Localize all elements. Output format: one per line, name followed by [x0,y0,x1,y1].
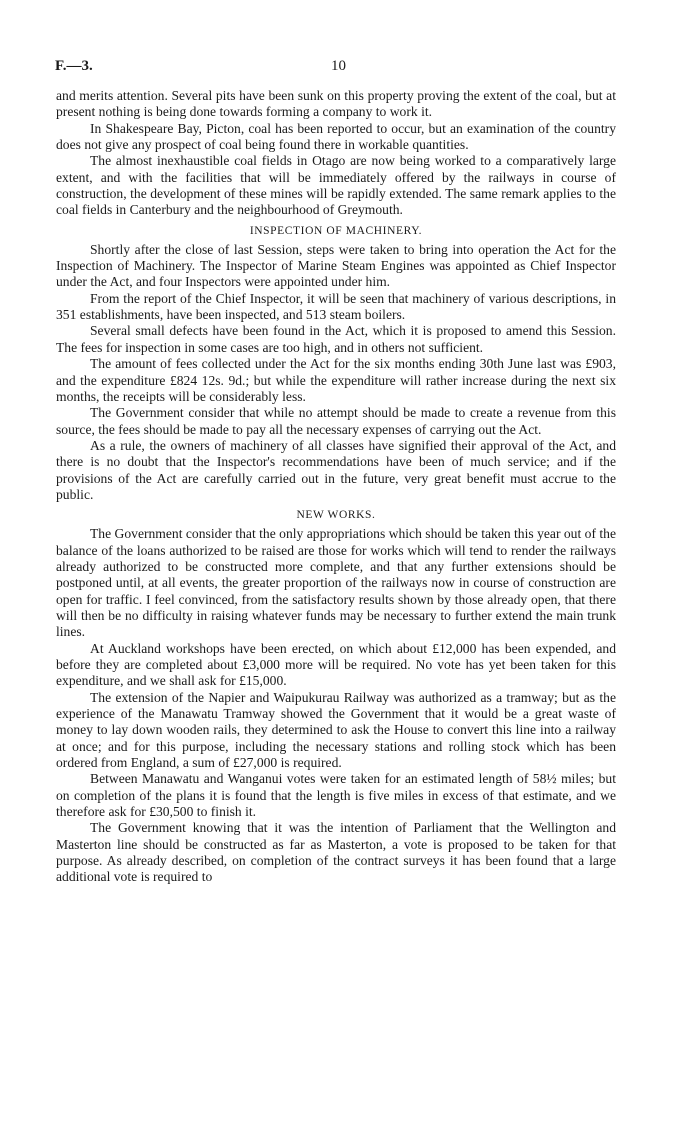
paragraph: The Government knowing that it was the intention of Parliament that the Wellington and Masterton line should be constructed as far as Masterton, a vote is proposed to be taken for that purpose. As already described, on completion of the contract surveys it has been found that a large additional vote is required to [56,820,616,885]
paragraph: and merits attention. Several pits have been sunk on this property proving the extent of the coal, but at present nothing is being done towards forming a company to work it. [56,88,616,120]
paragraph: The amount of fees collected under the Act for the six months ending 30th June last was £903, and the expenditure £824 12s. 9d.; but while the expenditure will rather increase during the next six months, the receipts will be considerably less. [56,356,616,404]
document-reference: F.—3. [55,58,93,74]
paragraph: The extension of the Napier and Waipukurau Railway was authorized as a tramway; but as the experience of the Manawatu Tramway showed the Government that it would be a great waste of money to lay down wooden rails, they determined to ask the House to convert this line into a railway at once; and for this purpose, including the necessary stations and rolling stock which has been ordered from England, a sum of £27,000 is required. [56,689,616,771]
paragraph: The Government consider that while no attempt should be made to create a revenue from this source, the fees should be made to pay all the necessary expenses of carrying out the Act. [56,405,616,437]
page-header [56,58,616,78]
paragraph: From the report of the Chief Inspector, it will be seen that machinery of various descriptions, in 351 establishments, have been inspected, and 513 steam boilers. [56,290,616,323]
document-page [56,58,616,886]
paragraph: The almost inexhaustible coal fields in Otago are now being worked to a comparatively large extent, and with the facilities that will be immediately offered by the railways in course of construction, the development of these mines will be rapidly extended. The same remark applies to the coal fields in Canterbury and the neighbourhood of Greymouth. [56,153,616,218]
section-heading-new-works: NEW WORKS. [296,509,376,522]
paragraph: At Auckland workshops have been erected, on which about £12,000 has been expended, and before they are completed about £3,000 more will be required. No vote has yet been taken for this expenditure, and we shall ask for £15,000. [56,640,616,689]
paragraph: The Government consider that the only appropriations which should be taken this year out of the balance of the loans authorized to be raised are those for works which will tend to render the railways already authorized to be constructed more complete, and that any further extensions should be postponed until, at all events, the greater proportion of the railways now in course of construction are open for traffic. I feel convinced, from the satisfactory results shown by those already open, that there will then be no difficulty in raising whatever funds may be necessary to further extend the main trunk lines. [56,526,616,640]
page-number: 10 [331,58,346,74]
paragraph: Between Manawatu and Wanganui votes were taken for an estimated length of 58½ miles; but on completion of the plans it is found that the length is five miles in excess of that estimate, and we therefore ask for £30,500 to finish it. [56,771,616,820]
paragraph: As a rule, the owners of machinery of all classes have signified their approval of the Act, and there is no doubt that the Inspector's recommendations have been of much service; and if the provisions of the Act are carefully carried out in the future, very great benefit must accrue to the public. [56,437,616,502]
paragraph: Several small defects have been found in the Act, which it is proposed to amend this Session. The fees for inspection in some cases are too high, and in others not sufficient. [56,323,616,355]
section-heading-inspection-of-machinery: INSPECTION OF MACHINERY. [249,224,423,237]
paragraph: In Shakespeare Bay, Picton, coal has been reported to occur, but an examination of the country does not give any prospect of coal being found there in workable quantities. [56,120,616,153]
paragraph: Shortly after the close of last Session, steps were taken to bring into operation the Act for the Inspection of Machinery. The Inspector of Marine Steam Engines was appointed as Chief Inspector under the Act, and four Inspectors were appointed under him. [56,241,616,290]
document-body [56,88,616,886]
